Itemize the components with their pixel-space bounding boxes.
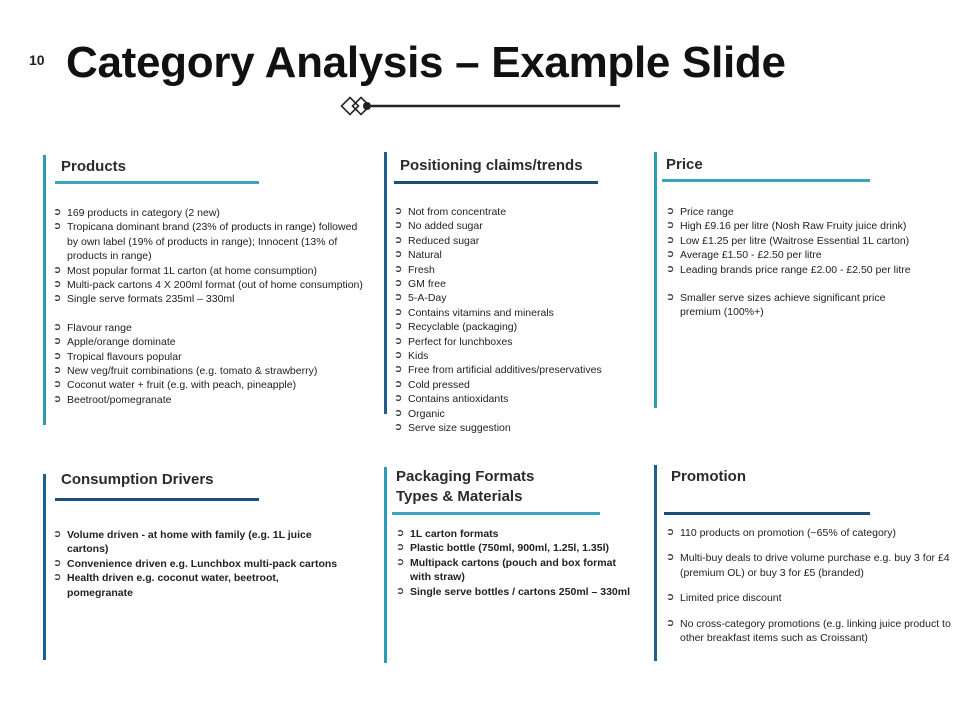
- heading-underline: [55, 181, 259, 184]
- list-item: ➲ Multipack cartons (pouch and box format with straw): [396, 556, 616, 584]
- list-item: ➲ Health driven e.g. coconut water, beetroot, pomegranate: [53, 572, 279, 599]
- arrow-bullet-icon: ➲: [394, 278, 403, 290]
- panel-accent-bar: [384, 152, 387, 414]
- arrow-bullet-icon: ➲: [53, 279, 62, 291]
- heading-underline: [664, 512, 870, 515]
- panel-heading-line: Packaging Formats: [396, 468, 535, 485]
- arrow-bullet-icon: ➲: [666, 552, 675, 564]
- arrow-bullet-icon: ➲: [394, 306, 403, 318]
- price-list: [666, 205, 911, 320]
- list-item: ➲ Price range: [666, 206, 734, 218]
- list-item: ➲ 5-A-Day: [394, 292, 447, 305]
- arrow-bullet-icon: ➲: [396, 528, 405, 539]
- list-item: ➲ Convenience driven e.g. Lunchbox multi-pack cartons: [53, 557, 338, 570]
- list-item: ➲ Serve size suggestion: [394, 422, 511, 435]
- list-item: ➲ Fresh: [394, 263, 435, 276]
- list-item: ➲ Natural: [394, 249, 442, 262]
- arrow-bullet-icon: ➲: [666, 592, 675, 604]
- list-item: ➲ Tropical flavours popular: [53, 350, 182, 363]
- list-item: ➲ Single serve formats 235ml – 330ml: [53, 293, 235, 306]
- panel-heading: [396, 467, 534, 507]
- panel-heading: Products: [61, 158, 127, 175]
- list-item: ➲ Leading brands price range £2.00 - £2.50 per litre: [666, 263, 911, 276]
- arrow-bullet-icon: ➲: [396, 556, 405, 568]
- positioning-list: [394, 205, 644, 436]
- arrow-bullet-icon: ➲: [666, 617, 675, 629]
- panel-promotion: [654, 465, 954, 661]
- packaging-list: [396, 527, 634, 599]
- list-item: ➲ Low £1.25 per litre (Waitrose Essential 1L carton): [666, 234, 910, 247]
- arrow-bullet-icon: ➲: [394, 263, 403, 275]
- panel-products: [43, 155, 363, 425]
- arrow-bullet-icon: ➲: [53, 207, 62, 218]
- list-item: ➲ Multi-pack cartons 4 X 200ml format (out of home consumption): [53, 279, 363, 292]
- list-item: ➲ No added sugar: [394, 220, 483, 233]
- arrow-bullet-icon: ➲: [666, 249, 675, 261]
- panel-heading: Price: [666, 156, 703, 173]
- list-item: ➲ Not from concentrate: [394, 206, 507, 218]
- arrow-bullet-icon: ➲: [666, 206, 675, 217]
- arrow-bullet-icon: ➲: [53, 321, 62, 333]
- list-item: ➲ Beetroot/pomegranate: [53, 393, 172, 406]
- panel-heading: Promotion: [671, 468, 746, 485]
- list-item: ➲ Volume driven - at home with family (e.g. 1L juice cartons): [53, 529, 312, 556]
- arrow-bullet-icon: ➲: [394, 407, 403, 419]
- list-item: ➲ Single serve bottles / cartons 250ml – 330ml: [396, 585, 631, 598]
- promotion-list: [666, 526, 954, 645]
- arrow-bullet-icon: ➲: [53, 557, 62, 569]
- arrow-bullet-icon: ➲: [53, 221, 62, 233]
- arrow-bullet-icon: ➲: [53, 264, 62, 276]
- arrow-bullet-icon: ➲: [394, 350, 403, 362]
- arrow-bullet-icon: ➲: [53, 350, 62, 362]
- list-item: ➲ Flavour range: [53, 321, 132, 334]
- list-item: ➲ Plastic bottle (750ml, 900ml, 1.25l, 1.35l): [396, 542, 610, 555]
- list-item: ➲ No cross-category promotions (e.g. linking juice product to other breakfast items such as Croissant): [666, 617, 951, 645]
- slide-title: Category Analysis – Example Slide: [66, 38, 786, 87]
- list-item: ➲ Free from artificial additives/preservatives: [394, 364, 602, 377]
- heading-underline: [394, 181, 598, 184]
- panel-positioning: [384, 152, 644, 435]
- arrow-bullet-icon: ➲: [394, 422, 403, 434]
- arrow-bullet-icon: ➲: [394, 206, 403, 217]
- arrow-bullet-icon: ➲: [394, 220, 403, 232]
- arrow-bullet-icon: ➲: [53, 365, 62, 377]
- arrow-bullet-icon: ➲: [394, 321, 403, 333]
- list-item: ➲ Most popular format 1L carton (at home consumption): [53, 264, 317, 277]
- panel-accent-bar: [654, 465, 657, 661]
- arrow-bullet-icon: ➲: [394, 378, 403, 390]
- arrow-bullet-icon: ➲: [53, 293, 62, 305]
- list-item: ➲ Organic: [394, 407, 445, 420]
- slide-number: 10: [29, 52, 45, 68]
- arrow-bullet-icon: ➲: [53, 336, 62, 348]
- arrow-bullet-icon: ➲: [666, 220, 675, 232]
- heading-underline: [662, 179, 870, 182]
- arrow-bullet-icon: ➲: [394, 335, 403, 347]
- list-item: ➲ Perfect for lunchboxes: [394, 335, 513, 348]
- title-decoration-icon: [338, 94, 628, 122]
- arrow-bullet-icon: ➲: [666, 263, 675, 275]
- list-item: ➲ 110 products on promotion (~65% of category): [666, 527, 897, 539]
- arrow-bullet-icon: ➲: [53, 529, 62, 540]
- arrow-bullet-icon: ➲: [394, 292, 403, 304]
- list-item: ➲ High £9.16 per litre (Nosh Raw Fruity juice drink): [666, 220, 907, 233]
- list-item: ➲ Kids: [394, 350, 429, 363]
- arrow-bullet-icon: ➲: [666, 292, 675, 304]
- panel-packaging: [384, 467, 644, 663]
- heading-underline: [392, 512, 600, 515]
- list-item: ➲ Coconut water + fruit (e.g. with peach, pineapple): [53, 379, 297, 392]
- list-item: ➲ 169 products in category (2 new): [53, 207, 220, 219]
- panel-accent-bar: [43, 155, 46, 425]
- arrow-bullet-icon: ➲: [53, 379, 62, 391]
- arrow-bullet-icon: ➲: [396, 542, 405, 554]
- list-item: ➲ Limited price discount: [666, 592, 782, 605]
- list-item: ➲ Smaller serve sizes achieve significant price premium (100%+): [666, 292, 886, 319]
- arrow-bullet-icon: ➲: [396, 585, 405, 597]
- list-item: ➲ GM free: [394, 278, 446, 291]
- list-item: ➲ Multi-buy deals to drive volume purchase e.g. buy 3 for £4 (premium OL) or buy 3 for £5 (branded): [666, 552, 950, 579]
- list-item: ➲ Contains antioxidants: [394, 393, 509, 406]
- heading-underline: [55, 498, 259, 501]
- list-item: ➲ Contains vitamins and minerals: [394, 306, 554, 319]
- arrow-bullet-icon: ➲: [394, 393, 403, 405]
- panel-accent-bar: [384, 467, 387, 663]
- consumption-list: [53, 528, 338, 600]
- arrow-bullet-icon: ➲: [394, 249, 403, 261]
- list-item: ➲ New veg/fruit combinations (e.g. tomato & strawberry): [53, 365, 318, 378]
- panel-price: [654, 152, 924, 408]
- list-item: ➲ Apple/orange dominate: [53, 336, 176, 349]
- arrow-bullet-icon: ➲: [394, 364, 403, 376]
- panel-accent-bar: [43, 474, 46, 660]
- arrow-bullet-icon: ➲: [394, 234, 403, 246]
- panel-heading: Positioning claims/trends: [400, 157, 583, 174]
- list-item: ➲ Reduced sugar: [394, 234, 480, 247]
- arrow-bullet-icon: ➲: [666, 527, 675, 538]
- panel-heading: Consumption Drivers: [61, 471, 214, 488]
- arrow-bullet-icon: ➲: [53, 393, 62, 405]
- panel-accent-bar: [654, 152, 657, 408]
- list-item: ➲ Tropicana dominant brand (23% of products in range) followed by own label (19% of products in range); Innocent (13% of products in range): [53, 221, 358, 263]
- panel-heading-line: Types & Materials: [396, 488, 523, 505]
- list-item: ➲ Cold pressed: [394, 378, 470, 391]
- panel-consumption-drivers: [43, 471, 363, 660]
- list-item: ➲ 1L carton formats: [396, 528, 499, 540]
- list-item: ➲ Recyclable (packaging): [394, 321, 518, 334]
- list-item: ➲ Average £1.50 - £2.50 per litre: [666, 249, 822, 262]
- arrow-bullet-icon: ➲: [53, 572, 62, 584]
- arrow-bullet-icon: ➲: [666, 234, 675, 246]
- products-list: [53, 206, 371, 407]
